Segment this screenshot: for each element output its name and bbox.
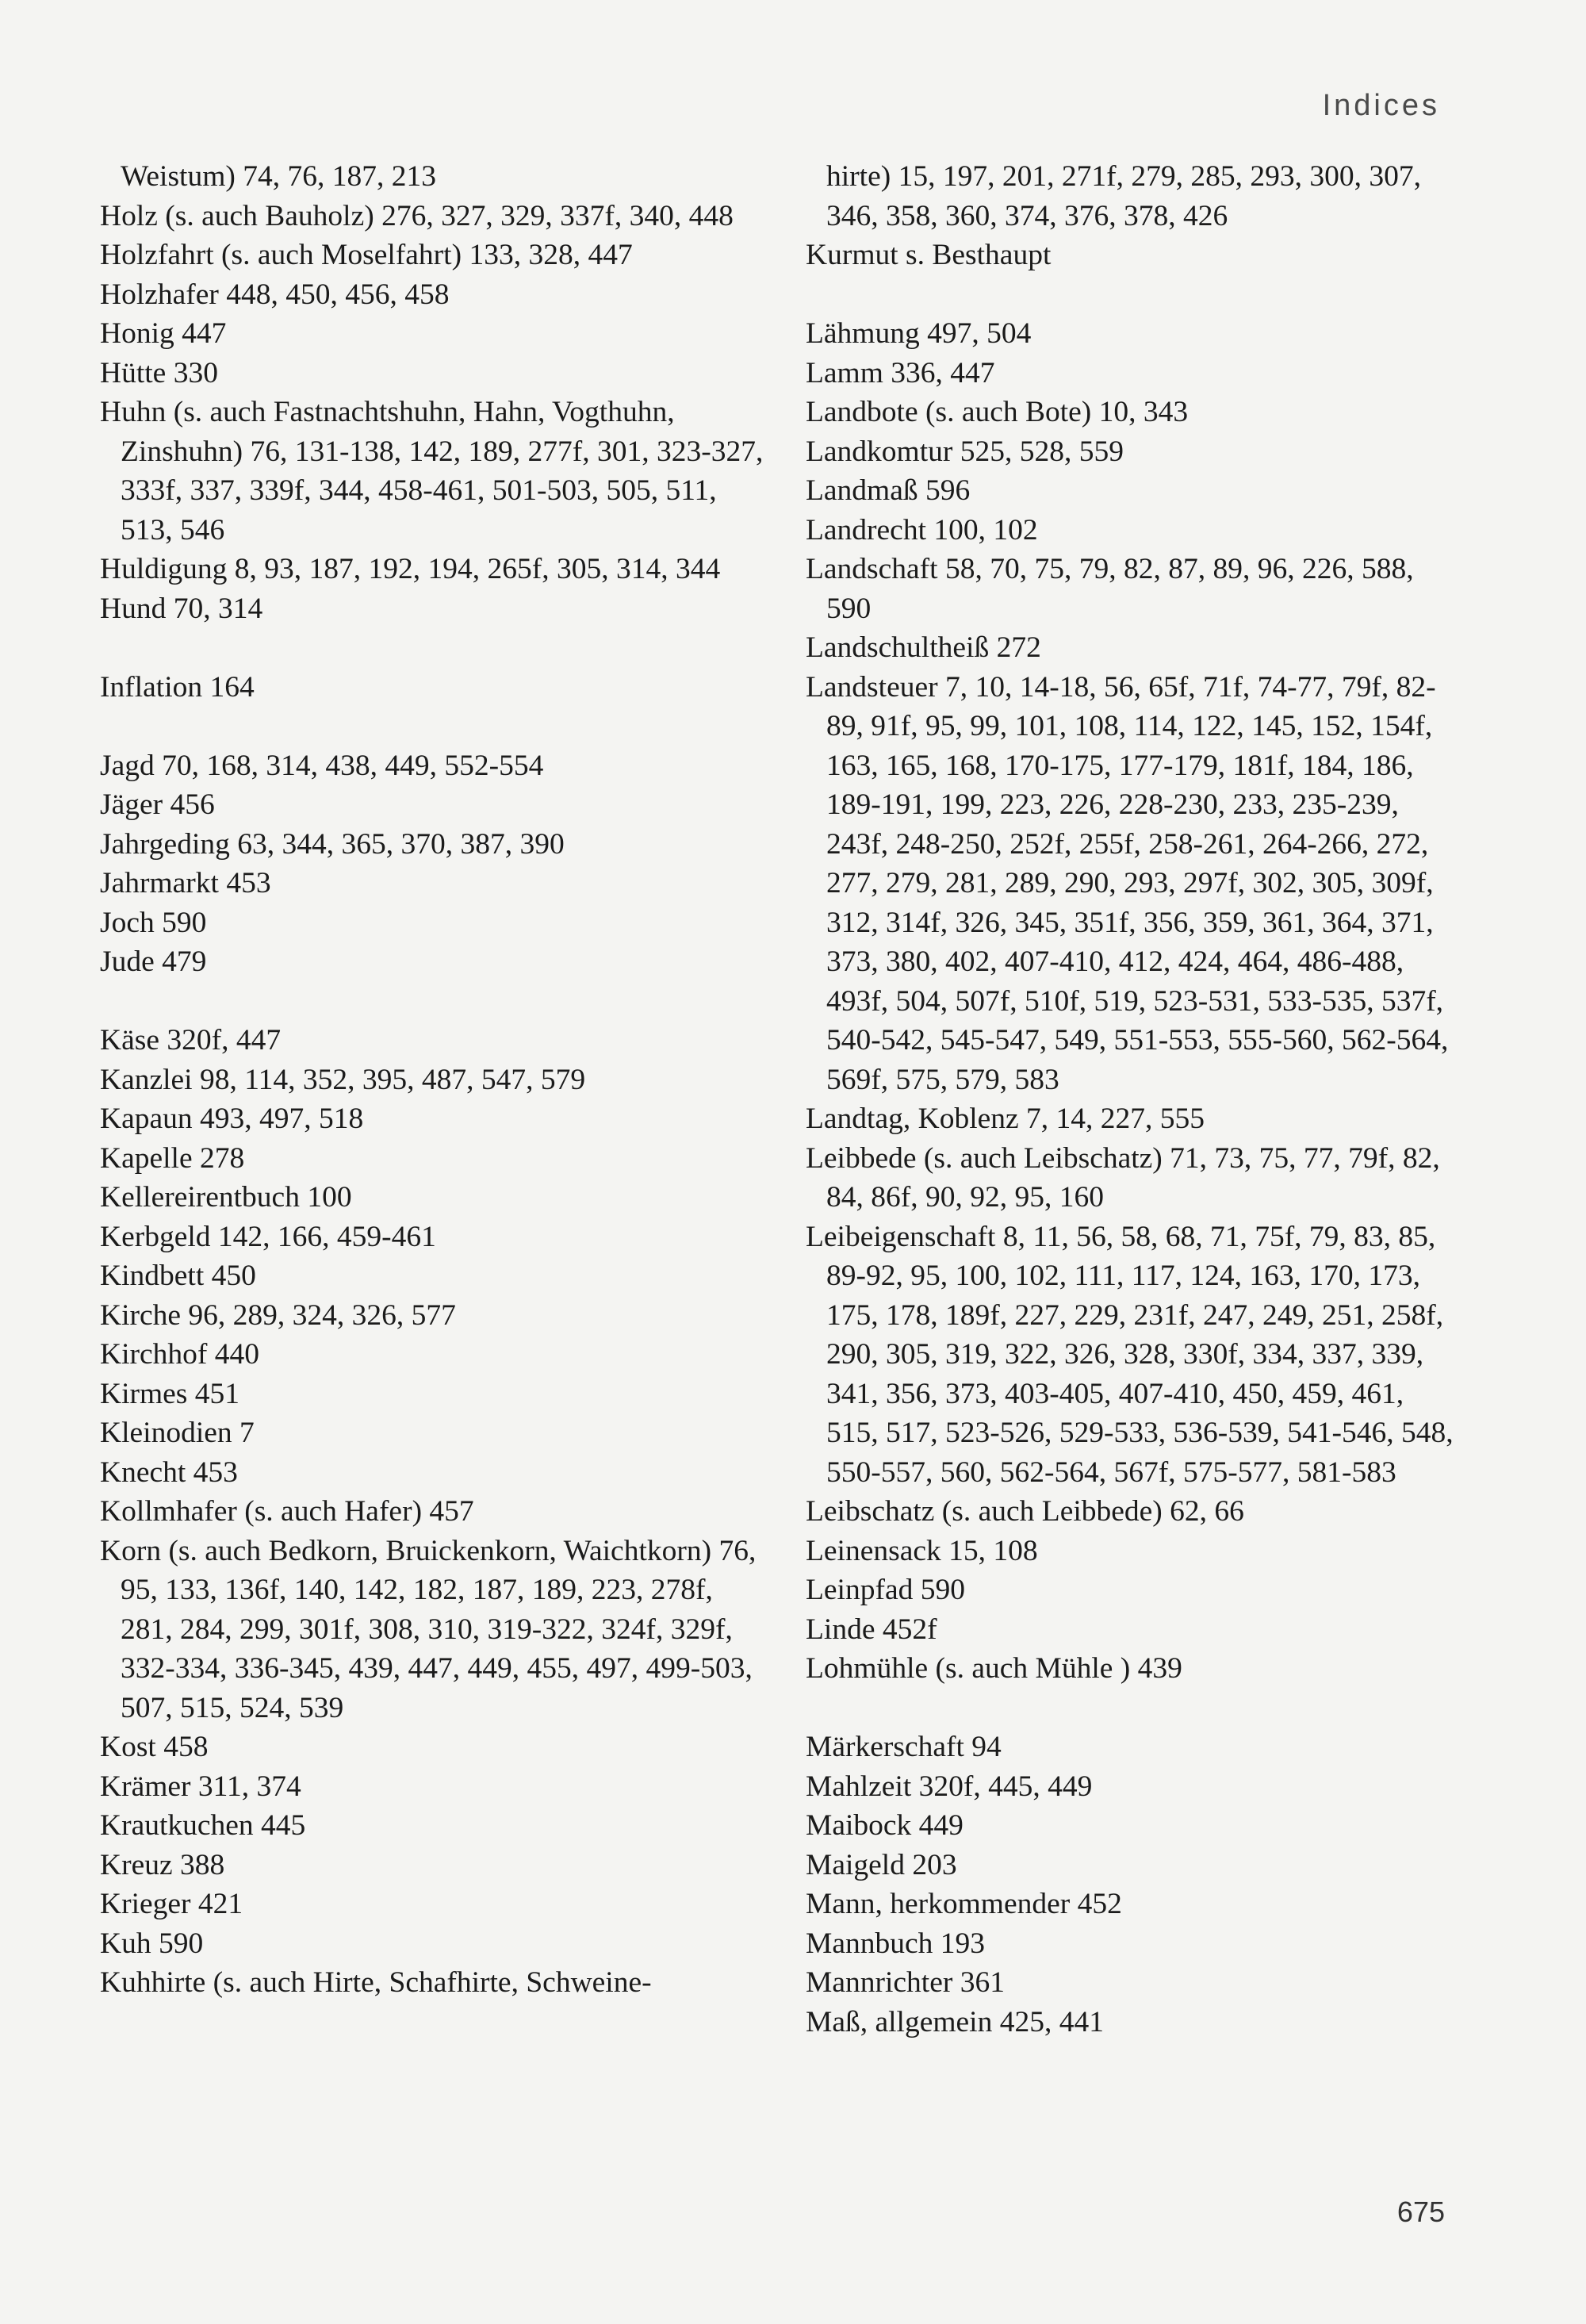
- index-entry: Holzfahrt (s. auch Moselfahrt) 133, 328, 447: [100, 239, 633, 271]
- index-entry: Leinensack 15, 108: [806, 1534, 1038, 1567]
- index-entry: Landschaft 58, 70, 75, 79, 82, 87, 89, 96, 226, 588, 590: [806, 553, 1414, 625]
- index-entry: Landschultheiß 272: [806, 631, 1041, 664]
- index-entry: Knecht 453: [100, 1455, 238, 1489]
- index-entry: Maigeld 203: [806, 1848, 957, 1881]
- index-entry: Huhn (s. auch Fastnachtshuhn, Hahn, Vogthuhn, Zinshuhn) 76, 131-138, 142, 189, 277f, 301, 323-327, 333f, 337, 339f, 344, 458-461, 501-503, 505, 511, 513, 546: [100, 396, 764, 546]
- letter-group-gap: [100, 707, 766, 746]
- index-entry: Joch 590: [100, 906, 207, 939]
- index-entry: Landtag, Koblenz 7, 14, 227, 555: [806, 1103, 1205, 1135]
- index-entry: Krieger 421: [100, 1888, 243, 1920]
- index-column-left: [100, 157, 766, 2003]
- index-entry: Holzhafer 448, 450, 456, 458: [100, 278, 450, 311]
- index-entry: Kuh 590: [100, 1927, 204, 1960]
- index-entry: Kerbgeld 142, 166, 459-461: [100, 1220, 436, 1253]
- index-column-right: [806, 157, 1456, 2042]
- index-entry: Leibeigenschaft 8, 11, 56, 58, 68, 71, 75f, 79, 83, 85, 89-92, 95, 100, 102, 111, 117, 124, 163, 170, 173, 175, 178, 189f, 227, 229, 231f, 247, 249, 251, 258f, 290, 305, 319, 322, 326, 328, 330f, 334, 337, 339, 341, 356, 373, 403-405, 407-410, 450, 459, 461, 515, 517, 523-526, 529-533, 536-539, 541-546, 548, 550-557, 560, 562-564, 567f, 575-577, 581-583: [806, 1220, 1454, 1489]
- page-number: 675: [1396, 2196, 1445, 2228]
- index-entry: Maß, allgemein 425, 441: [806, 2005, 1104, 2038]
- index-entry: Kindbett 450: [100, 1260, 256, 1292]
- index-entry: Jude 479: [100, 945, 207, 978]
- index-entry: Kellereirentbuch 100: [100, 1181, 352, 1214]
- letter-group-gap: [100, 982, 766, 1022]
- index-entry: Leinpfad 590: [806, 1574, 965, 1606]
- index-entry: Mahlzeit 320f, 445, 449: [806, 1770, 1093, 1803]
- index-entry: Kirmes 451: [100, 1377, 240, 1410]
- index-entry: Landkomtur 525, 528, 559: [806, 435, 1124, 468]
- index-entry: Weistum) 74, 76, 187, 213: [121, 160, 436, 193]
- index-entry: Käse 320f, 447: [100, 1024, 282, 1057]
- index-entry: Leibschatz (s. auch Leibbede) 62, 66: [806, 1495, 1244, 1528]
- index-entry: Kirche 96, 289, 324, 326, 577: [100, 1298, 456, 1332]
- index-entry: Holz (s. auch Bauholz) 276, 327, 329, 337f, 340, 448: [100, 199, 734, 232]
- index-entry: Krämer 311, 374: [100, 1770, 301, 1803]
- index-entry: Inflation 164: [100, 670, 255, 704]
- index-entry: Jahrgeding 63, 344, 365, 370, 387, 390: [100, 827, 565, 861]
- index-entry: Huldigung 8, 93, 187, 192, 194, 265f, 305, 314, 344: [100, 553, 721, 585]
- letter-group-gap: [806, 1689, 1456, 1728]
- index-entry: Mannbuch 193: [806, 1927, 986, 1960]
- letter-group-gap: [806, 275, 1456, 315]
- index-entry: Hund 70, 314: [100, 592, 263, 625]
- index-entry: Leibbede (s. auch Leibschatz) 71, 73, 75, 77, 79f, 82, 84, 86f, 90, 92, 95, 160: [806, 1141, 1440, 1214]
- index-entry: Kirchhof 440: [100, 1338, 259, 1371]
- index-entry: Hütte 330: [100, 356, 218, 389]
- index-entry: Korn (s. auch Bedkorn, Bruickenkorn, Waichtkorn) 76, 95, 133, 136f, 140, 142, 182, 187, 189, 223, 278f, 281, 284, 299, 301f, 308, 310, 319-322, 324f, 329f, 332-334, 336-345, 439, 447, 449, 455, 497, 499-503, 507, 515, 524, 539: [100, 1534, 757, 1724]
- index-entry: Landsteuer 7, 10, 14-18, 56, 65f, 71f, 74-77, 79f, 82-89, 91f, 95, 99, 101, 108, 114, 122, 145, 152, 154f, 163, 165, 168, 170-175, 177-179, 181f, 184, 186, 189-191, 199, 223, 226, 228-230, 233, 235-239, 243f, 248-250, 252f, 255f, 258-261, 264-266, 272, 277, 279, 281, 289, 290, 293, 297f, 302, 305, 309f, 312, 314f, 326, 345, 351f, 356, 359, 361, 364, 371, 373, 380, 402, 407-410, 412, 424, 464, 486-488, 493f, 504, 507f, 510f, 519, 523-531, 533-535, 537f, 540-542, 545-547, 549, 551-553, 555-560, 562-564, 569f, 575, 579, 583: [806, 670, 1449, 1096]
- index-entry: Lamm 336, 447: [806, 356, 995, 389]
- index-entry: Lähmung 497, 504: [806, 317, 1032, 350]
- index-entry: Kurmut s. Besthaupt: [806, 239, 1052, 271]
- index-entry: Kapaun 493, 497, 518: [100, 1103, 364, 1135]
- index-entry: Mann, herkommender 452: [806, 1888, 1122, 1920]
- index-entry: Kanzlei 98, 114, 352, 395, 487, 547, 579: [100, 1063, 586, 1096]
- index-entry: Kost 458: [100, 1731, 209, 1763]
- index-entry: Honig 447: [100, 317, 227, 350]
- index-entry: Jahrmarkt 453: [100, 867, 271, 899]
- index-entry: Kollmhafer (s. auch Hafer) 457: [100, 1495, 474, 1528]
- index-entry: Kuhhirte (s. auch Hirte, Schafhirte, Schweine-: [100, 1966, 652, 1999]
- index-entry: Maibock 449: [806, 1809, 963, 1842]
- index-entry: Jagd 70, 168, 314, 438, 449, 552-554: [100, 749, 544, 782]
- running-header: Indices: [1322, 89, 1440, 122]
- index-entry: Jäger 456: [100, 788, 215, 821]
- index-entry: Kapelle 278: [100, 1141, 245, 1175]
- index-entry: Kreuz 388: [100, 1848, 225, 1881]
- index-entry: hirte) 15, 197, 201, 271f, 279, 285, 293, 300, 307, 346, 358, 360, 374, 376, 378, 426: [826, 160, 1421, 232]
- index-entry: Linde 452f: [806, 1613, 937, 1646]
- index-entry: Landrecht 100, 102: [806, 513, 1038, 546]
- letter-group-gap: [100, 628, 766, 668]
- index-entry: Mannrichter 361: [806, 1966, 1005, 1999]
- index-entry: Lohmühle (s. auch Mühle ) 439: [806, 1652, 1182, 1685]
- index-entry: Landbote (s. auch Bote) 10, 343: [806, 396, 1189, 428]
- index-entry: Märkerschaft 94: [806, 1731, 1002, 1763]
- index-entry: Krautkuchen 445: [100, 1809, 306, 1842]
- index-entry: Landmaß 596: [806, 474, 971, 507]
- index-entry: Kleinodien 7: [100, 1417, 255, 1449]
